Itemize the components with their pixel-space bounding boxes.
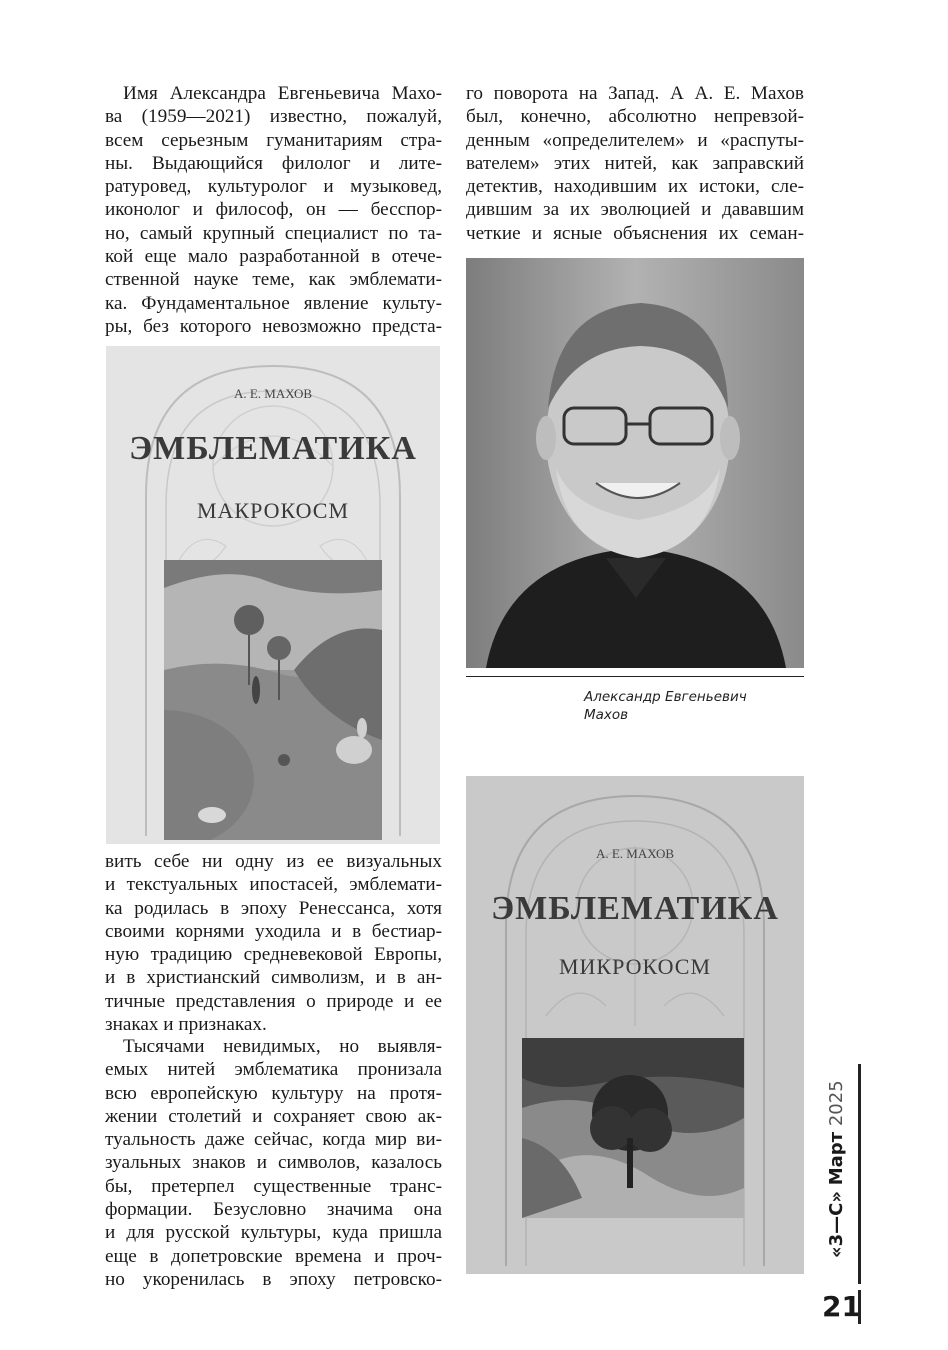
text-line: дившим за их эволюцией и дававшим (466, 199, 804, 221)
photo-caption (584, 688, 804, 724)
cover-subtitle: МАКРОКОСМ (196, 498, 350, 523)
text-line: четкие и ясные объяснения их семан- (466, 222, 804, 244)
text-line: иконолог и философ, он — бесспор- (105, 199, 442, 221)
article-paragraph-renaissance (105, 850, 442, 1036)
text-line: своими корнями уходила и в бестиар- (105, 920, 442, 942)
text-line: Тысячами невидимых, но выявля- (123, 1036, 442, 1057)
cover-subtitle: МИКРОКОСМ (558, 954, 712, 979)
text-line: го поворота на Запад. А А. Е. Махов (466, 83, 804, 104)
text-line: ратуровед, культуролог и музыковед, (105, 176, 442, 198)
text-line: детектив, находившим их истоки, сле- (466, 176, 804, 198)
text-line: ственной науке теме, как эмблемати- (105, 269, 442, 291)
text-line: но укоренилась в эпоху петровско- (105, 1268, 442, 1290)
caption-divider (466, 676, 804, 677)
caption-line-2: Махов (584, 707, 629, 723)
text-line: ры, без которого невозможно предста- (105, 315, 442, 337)
portrait-image (466, 258, 804, 668)
text-line: зуальных знаков и символов, казалось (105, 1152, 442, 1174)
text-line: был, конечно, абсолютно непревзой- (466, 106, 804, 128)
text-line: жении столетий и сохраняет свою ак- (105, 1105, 442, 1127)
text-line: ны. Выдающийся филолог и лите- (105, 152, 442, 174)
text-line: туальность даже сейчас, когда мир ви- (105, 1129, 442, 1151)
footer-rule (858, 1064, 861, 1284)
issue-month: Март (826, 1131, 847, 1186)
running-footer (822, 1080, 852, 1258)
text-line: всем серьезным гуманитариям стра- (105, 129, 442, 151)
cover-author: А. Е. МАХОВ (595, 846, 675, 861)
text-line: формации. Безусловно значима она (105, 1199, 442, 1221)
article-paragraph-intro (105, 82, 442, 338)
cover-title: ЭМБЛЕМАТИКА (129, 430, 417, 467)
text-line: денным «определителем» и «распуты- (466, 129, 804, 151)
book-cover-microcosm (466, 776, 804, 1274)
text-line: вить себе ни одну из ее визуальных (105, 851, 442, 872)
text-line: бы, претерпел существенные транс- (105, 1175, 442, 1197)
text-line: ка. Фундаментальное явление культу- (105, 292, 442, 314)
cover-landscape-painting (164, 560, 382, 840)
page-number: 21 (822, 1290, 861, 1323)
text-line: но, самый крупный специалист по та- (105, 222, 442, 244)
page-number-rule (858, 1290, 861, 1324)
text-line: знаках и признаках. (105, 1014, 267, 1036)
article-paragraph-continuation (466, 82, 804, 245)
caption-line-1: Александр Евгеньевич (584, 689, 747, 705)
text-line: вателем» этих нитей, как заправский (466, 152, 804, 174)
text-line: тичные представления о природе и ее (105, 990, 442, 1012)
journal-name: «3—С» (826, 1191, 847, 1258)
text-line: и для русской культуры, куда пришла (105, 1222, 442, 1244)
text-line: еще в допетровские времена и проч- (105, 1245, 442, 1267)
running-footer-text (822, 1080, 852, 1258)
text-line: ка родилась в эпоху Ренессанса, хотя (105, 897, 442, 919)
article-paragraph-threads (105, 1035, 442, 1291)
text-line: и в христианский символизм, и в ан- (105, 967, 442, 989)
text-line: ную традицию средневековой Европы, (105, 944, 442, 966)
text-line: всю европейскую культуру на протя- (105, 1082, 442, 1104)
text-line: кой еще мало разработанной в отече- (105, 246, 442, 268)
text-line: и текстуальных ипостасей, эмблемати- (105, 874, 442, 896)
text-line: емых нитей эмблематика пронизала (105, 1059, 442, 1081)
book-cover-macrocosm (106, 346, 440, 844)
cover-author: А. Е. МАХОВ (233, 386, 313, 401)
issue-year: 2025 (826, 1080, 847, 1127)
text-line: Имя Александра Евгеньевича Махо- (123, 83, 442, 104)
cover-tree-painting (522, 1038, 744, 1218)
text-line: ва (1959—2021) известно, пожалуй, (105, 106, 442, 128)
author-portrait-photo (466, 258, 804, 668)
cover-title: ЭМБЛЕМАТИКА (491, 890, 779, 927)
